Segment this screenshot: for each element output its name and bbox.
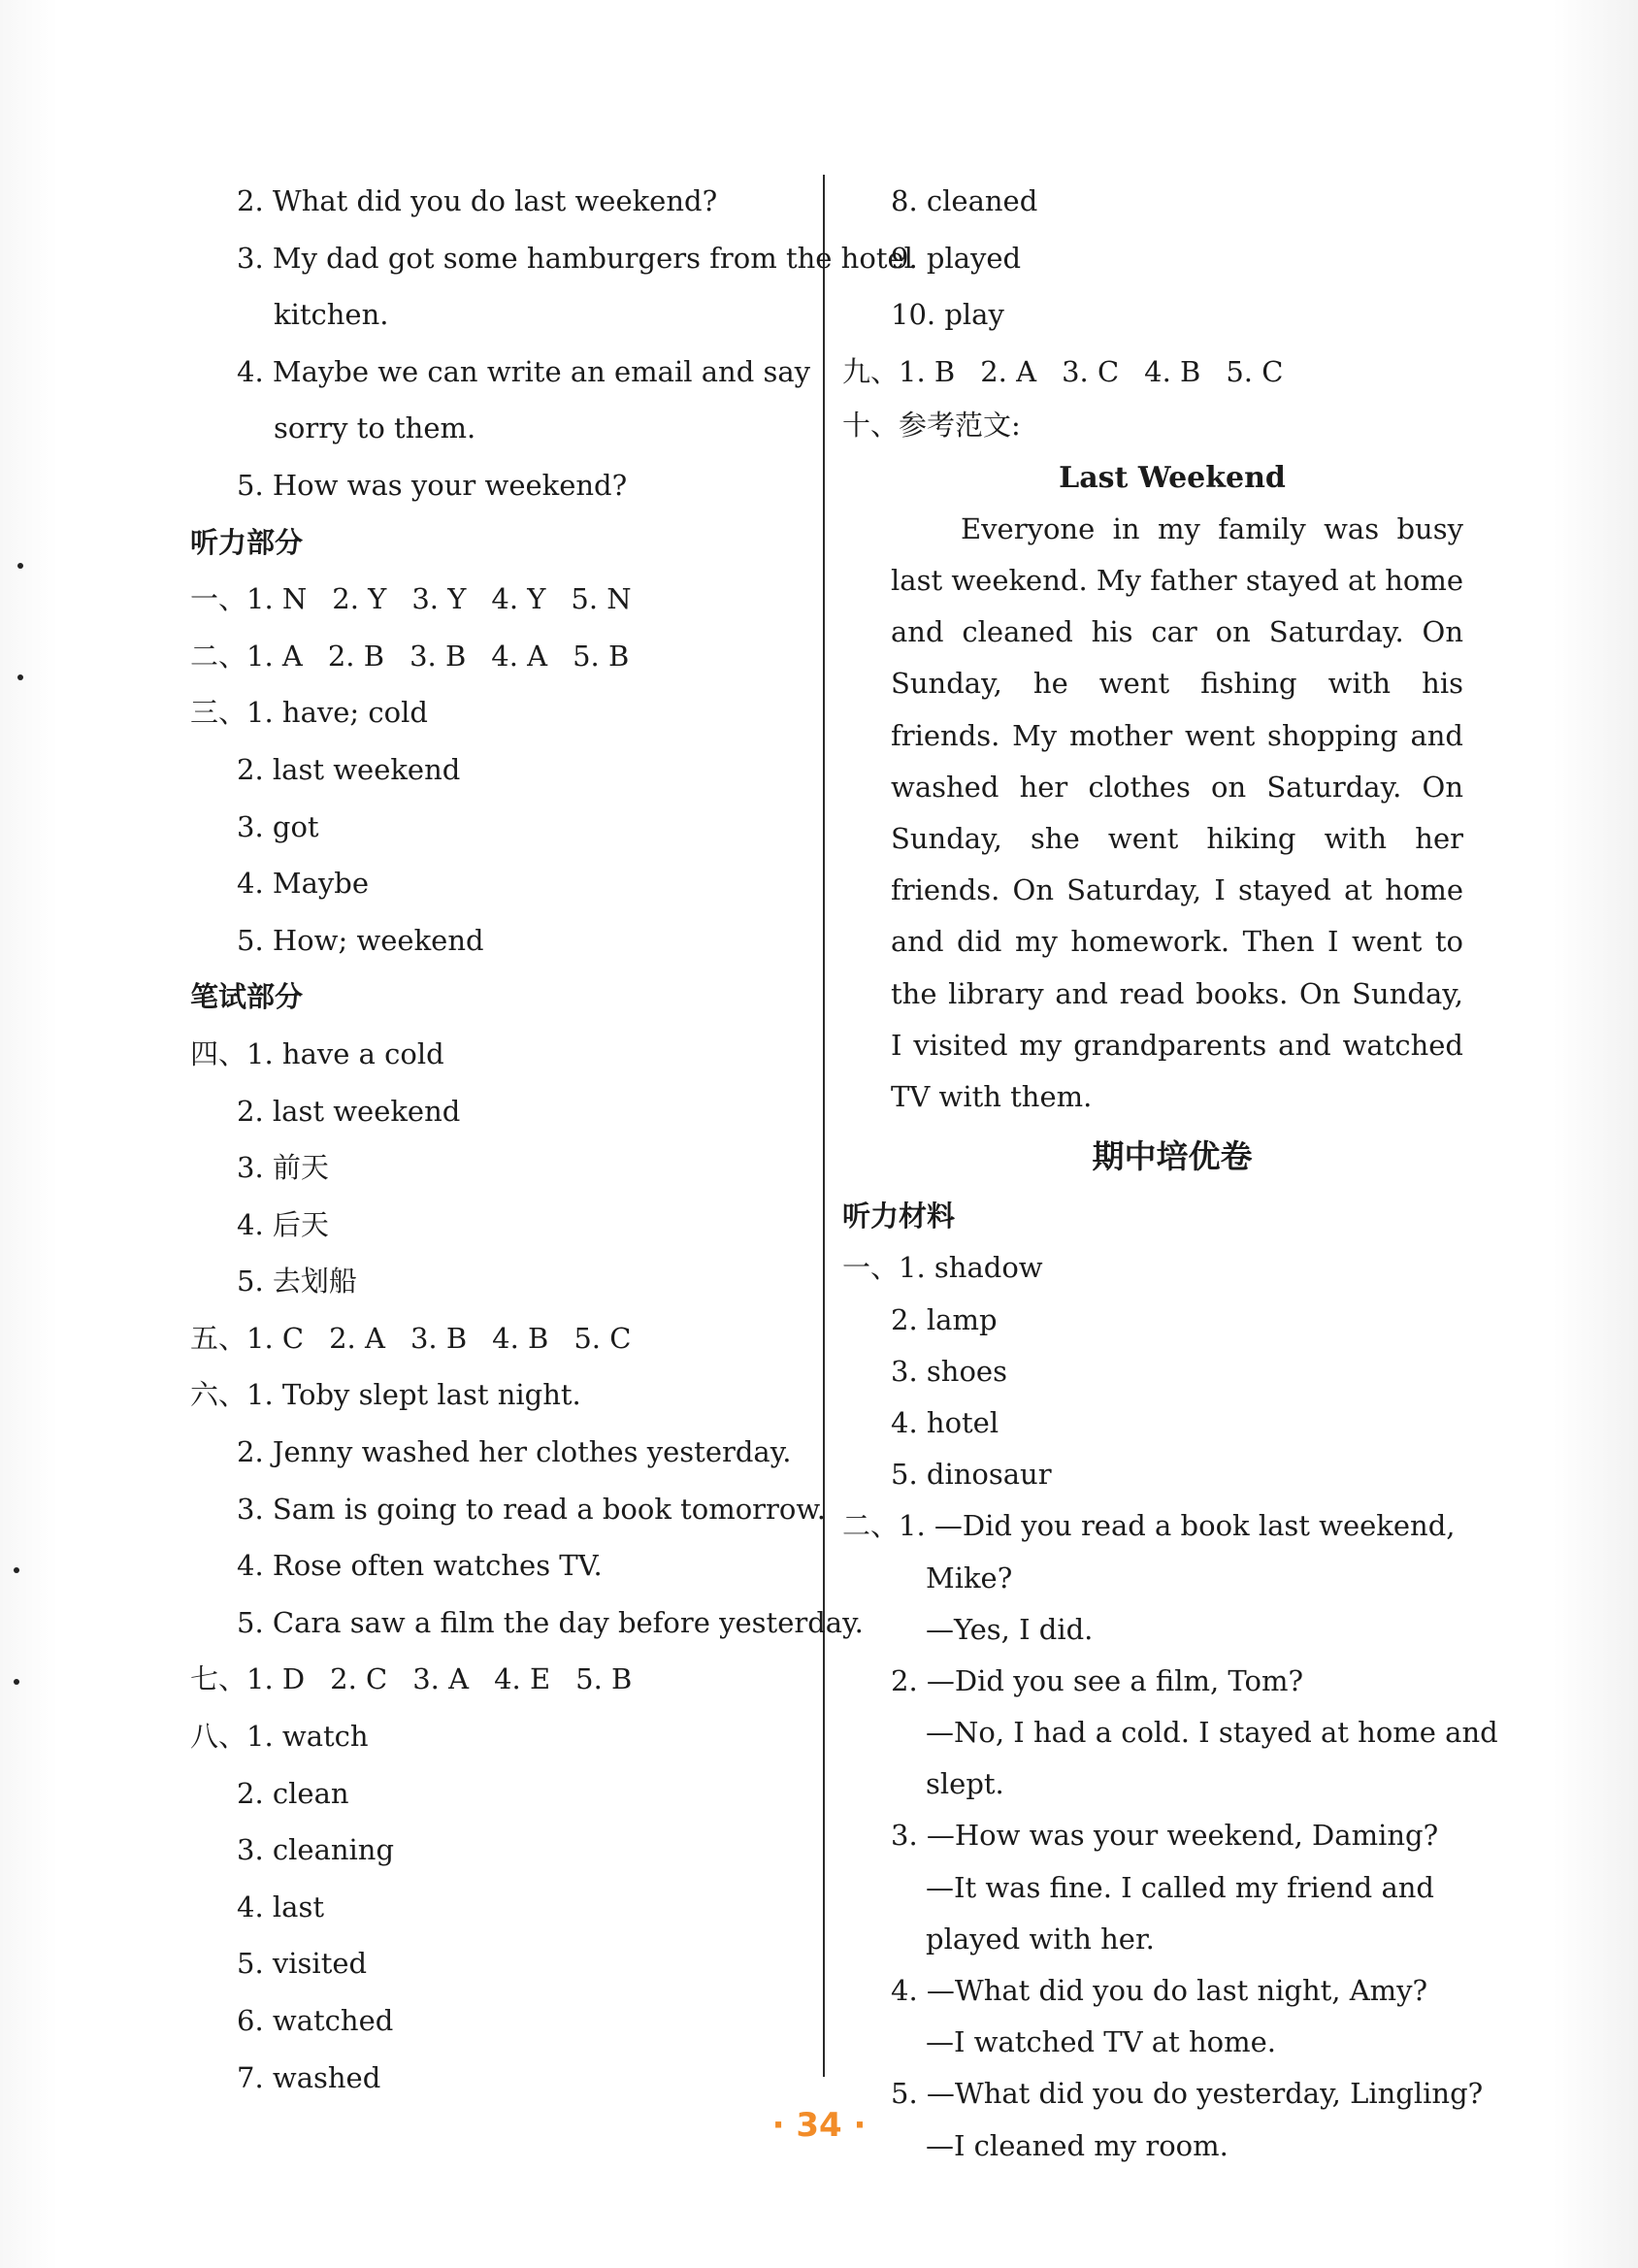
answer-line: kitchen.: [274, 298, 389, 332]
answer-line: 2. What did you do last weekend?: [237, 184, 718, 217]
answer: 3. B: [410, 639, 467, 673]
answer: 1. have a cold: [246, 1036, 444, 1070]
dialogue-line: Mike?: [926, 1561, 1013, 1594]
material-item: 3. shoes: [891, 1354, 1007, 1388]
question-label: 五、: [190, 1321, 247, 1355]
essay-paragraph: [842, 504, 1463, 1123]
material-item: 2. lamp: [891, 1302, 998, 1336]
answer: 1. A: [246, 639, 303, 673]
answer: 3. Y: [411, 582, 467, 616]
question-label: 二、: [842, 1509, 900, 1543]
answer-line: 5. How was your weekend?: [237, 468, 628, 502]
answer-line: 4. Rose often watches TV.: [237, 1549, 603, 1583]
answer-line: 3. got: [237, 809, 319, 843]
answer: 1. have; cold: [246, 696, 428, 730]
material-item: 5. dinosaur: [891, 1458, 1052, 1492]
question-label: 二、: [190, 639, 247, 673]
dialogue-line: 3. —How was your weekend, Daming?: [891, 1819, 1439, 1853]
answer: 3. A: [412, 1662, 470, 1696]
answer: 4. E: [494, 1662, 551, 1696]
answer: 5. C: [1226, 354, 1284, 388]
dialogue-line: 1. —Did you read a book last weekend,: [899, 1509, 1456, 1543]
dialogue-line: —It was fine. I called my friend and: [926, 1870, 1434, 1904]
answer: 2. C: [330, 1662, 388, 1696]
answer-line: 7. washed: [237, 2060, 381, 2094]
answer: 2. B: [327, 639, 385, 673]
question-7-answers: [190, 1651, 821, 1708]
essay-title: Last Weekend: [1059, 460, 1286, 495]
right-column: [842, 173, 1498, 2172]
answer: 1. B: [899, 354, 956, 388]
answer: 2. Y: [332, 582, 387, 616]
question-label: 三、: [190, 696, 247, 730]
answer-line: 3. Sam is going to read a book tomorrow.: [237, 1492, 826, 1526]
answer: 5. B: [573, 639, 630, 673]
question-1-answers: [190, 571, 821, 628]
answer-line: 9. played: [891, 241, 1022, 275]
answer: 1. C: [246, 1321, 305, 1355]
material-item: 1. shadow: [899, 1251, 1043, 1285]
dialogue-line: —No, I had a cold. I stayed at home and: [926, 1716, 1498, 1750]
answer-line: 2. clean: [237, 1776, 349, 1810]
answer-line: 10. play: [891, 298, 1004, 332]
question-3-first: [190, 684, 821, 741]
question-label: 一、: [190, 582, 247, 616]
answer-line: 4. Maybe we can write an email and say: [237, 354, 811, 388]
answer-line: 2. Jenny washed her clothes yesterday.: [237, 1435, 792, 1469]
answer-line: 3. 前天: [237, 1151, 329, 1185]
answer-line: 3. My dad got some hamburgers from the hotel: [237, 241, 913, 275]
answer-line: 4. last: [237, 1890, 324, 1923]
material-2-first: [842, 1500, 1463, 1552]
question-label: 六、: [190, 1378, 247, 1412]
answer: 5. B: [575, 1662, 633, 1696]
question-text: 参考范文:: [899, 409, 1021, 443]
answer: 1. watch: [246, 1720, 369, 1754]
answer-line: sorry to them.: [274, 411, 476, 445]
question-2-answers: [190, 628, 821, 685]
answer: 4. A: [491, 639, 548, 673]
margin-dot: [17, 674, 23, 680]
question-9-answers: [842, 344, 1463, 401]
answer-line: 4. 后天: [237, 1207, 329, 1241]
question-label: 四、: [190, 1036, 247, 1070]
answer: 1. Toby slept last night.: [246, 1378, 581, 1412]
dialogue-line: played with her.: [926, 1922, 1155, 1956]
question-8-first: [190, 1708, 821, 1765]
question-label: 一、: [842, 1251, 900, 1285]
answer: 4. B: [492, 1321, 549, 1355]
section-heading-materials: 听力材料: [842, 1200, 956, 1233]
material-1-first: [842, 1242, 1463, 1294]
dialogue-line: —Yes, I did.: [926, 1612, 1094, 1646]
question-10: [842, 400, 1463, 451]
answer: 5. N: [571, 582, 632, 616]
material-item: 4. hotel: [891, 1405, 999, 1439]
answer: 1. N: [246, 582, 308, 616]
answer: 3. B: [410, 1321, 468, 1355]
answer: 3. C: [1062, 354, 1120, 388]
dialogue-line: 5. —What did you do yesterday, Lingling?: [891, 2077, 1484, 2111]
answer: 5. C: [573, 1321, 632, 1355]
answer: 4. Y: [491, 582, 546, 616]
section-heading-listening: 听力部分: [190, 525, 304, 559]
answer-line: 3. cleaning: [237, 1833, 395, 1867]
question-6-first: [190, 1366, 821, 1424]
margin-dot: [17, 563, 23, 569]
dialogue-line: slept.: [926, 1767, 1004, 1801]
question-label: 七、: [190, 1662, 247, 1696]
answer-line: 8. cleaned: [891, 184, 1038, 217]
question-4-first: [190, 1026, 821, 1083]
question-label: 九、: [842, 354, 900, 388]
section-title: 期中培优卷: [1092, 1137, 1253, 1176]
dialogue-line: 2. —Did you see a film, Tom?: [891, 1663, 1304, 1697]
section-heading-written: 笔试部分: [190, 980, 304, 1014]
margin-dot: [14, 1567, 19, 1573]
answer-line: 4. Maybe: [237, 867, 369, 901]
answer: 2. A: [980, 354, 1037, 388]
dialogue-line: —I cleaned my room.: [926, 2128, 1228, 2162]
answer-line: 2. last weekend: [237, 752, 461, 786]
answer-line: 6. watched: [237, 2004, 394, 2037]
answer: 2. A: [329, 1321, 385, 1355]
margin-dot: [14, 1679, 19, 1685]
answer-line: 5. 去划船: [237, 1265, 357, 1298]
question-label: 八、: [190, 1720, 247, 1754]
answer-line: 5. visited: [237, 1947, 368, 1981]
answer-line: 5. Cara saw a film the day before yesterday.: [237, 1605, 864, 1639]
dialogue-line: 4. —What did you do last night, Amy?: [891, 1974, 1428, 2007]
page-number: · 34 ·: [771, 2106, 867, 2145]
column-divider: [823, 175, 825, 2077]
answer: 4. B: [1144, 354, 1201, 388]
question-label: 十、: [842, 409, 900, 443]
answer-line: 5. How; weekend: [237, 923, 484, 957]
essay-text: Everyone in my family was busy last weekend. My father stayed at home and cleaned his car on Saturday. On Sunday, he went fishing with his friends. My mother went shopping and washed her clothes on Saturday. On Sunday, she went hiking with her friends. On Saturday, I stayed at home and did my homework. Then I went to the library and read books. On Sunday, I visited my grandparents and watched TV with them.: [891, 511, 1463, 1113]
dialogue-line: —I watched TV at home.: [926, 2025, 1276, 2059]
answer-line: 2. last weekend: [237, 1094, 461, 1128]
question-5-answers: [190, 1310, 821, 1367]
answer: 1. D: [246, 1662, 306, 1696]
